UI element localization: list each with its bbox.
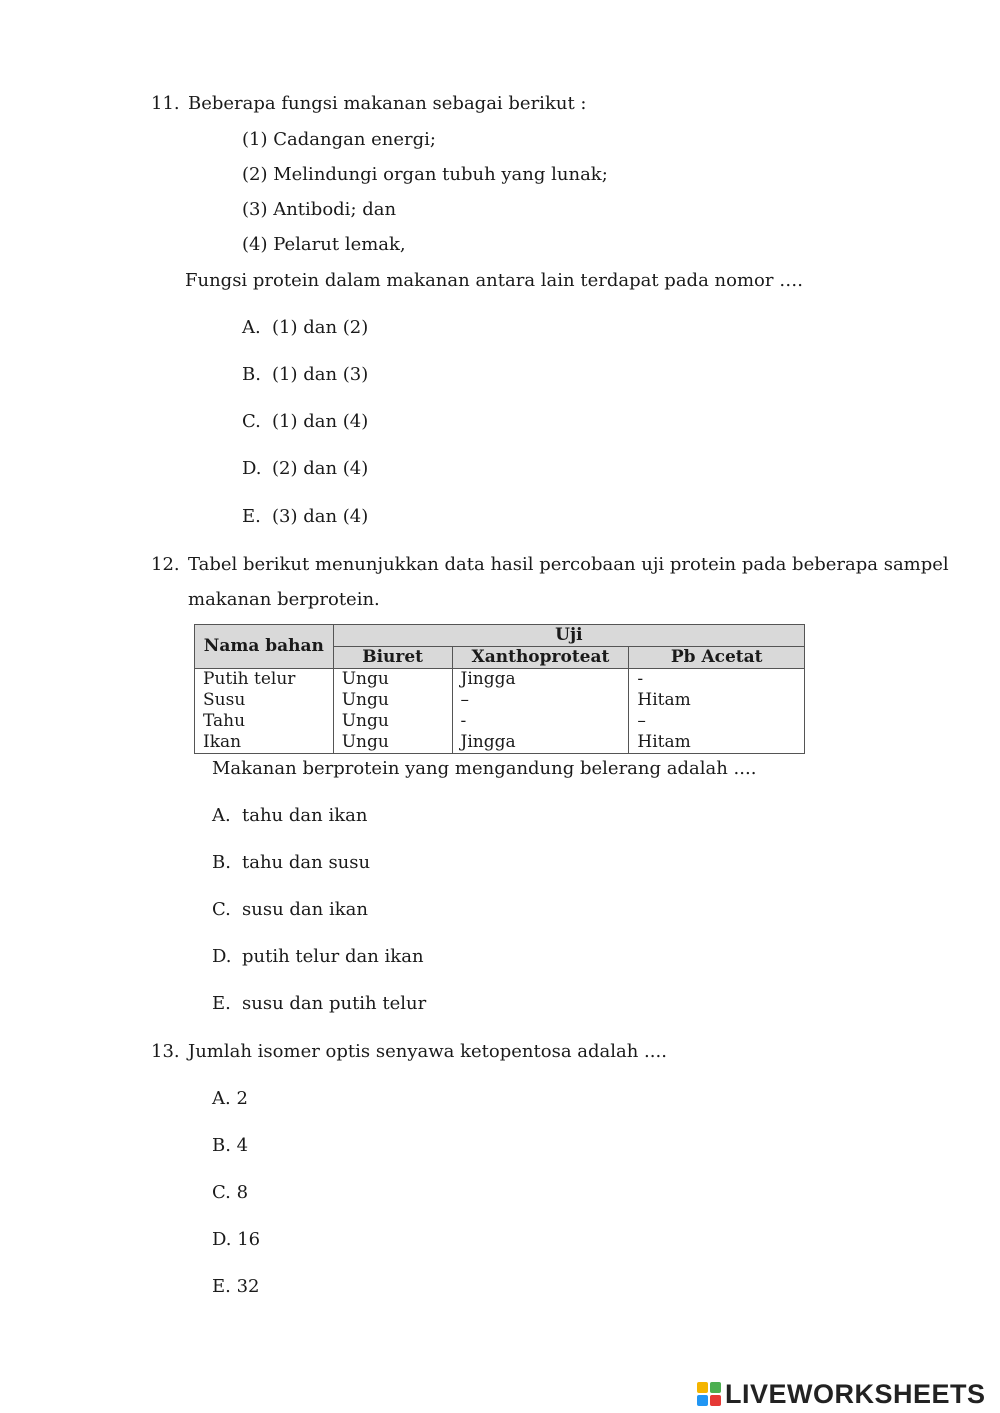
logo-squares-icon (697, 1382, 721, 1406)
q11-option-c-text[interactable]: (1) dan (4) (272, 411, 369, 432)
question-11-prompt: Fungsi protein dalam makanan antara lain terdapat pada nomor …. (185, 270, 803, 291)
q12-option-c-text[interactable]: susu dan ikan (242, 899, 368, 920)
logo-square-icon (710, 1382, 721, 1393)
header-uji: Uji (333, 625, 804, 647)
table-row (195, 732, 805, 754)
q12-option-d-text[interactable]: putih telur dan ikan (242, 946, 424, 967)
q12-option-c-letter[interactable]: C. (212, 899, 231, 920)
logo-square-icon (697, 1382, 708, 1393)
table-cell: - (629, 669, 805, 691)
header-biuret: Biuret (333, 647, 452, 669)
table-cell: – (452, 690, 629, 711)
q11-option-e-letter[interactable]: E. (242, 506, 261, 527)
q11-option-b-text[interactable]: (1) dan (3) (272, 364, 369, 385)
table-cell: Tahu (195, 711, 334, 732)
q11-option-c-letter[interactable]: C. (242, 411, 261, 432)
question-13-stem: Jumlah isomer optis senyawa ketopentosa adalah .... (188, 1041, 667, 1062)
q11-option-d-text[interactable]: (2) dan (4) (272, 458, 369, 479)
question-11-item-3: (3) Antibodi; dan (242, 199, 397, 220)
table-cell: Ungu (333, 690, 452, 711)
q13-option-e[interactable]: E. 32 (212, 1276, 260, 1297)
q12-option-e-letter[interactable]: E. (212, 993, 231, 1014)
q12-option-e-text[interactable]: susu dan putih telur (242, 993, 427, 1014)
q11-option-e-text[interactable]: (3) dan (4) (272, 506, 369, 527)
table-cell: Jingga (452, 732, 629, 754)
logo-text: LIVEWORKSHEETS (725, 1378, 986, 1409)
question-11-item-2: (2) Melindungi organ tubuh yang lunak; (242, 164, 608, 185)
table-cell: Ikan (195, 732, 334, 754)
table-cell: Putih telur (195, 669, 334, 691)
table-cell: – (629, 711, 805, 732)
q13-option-d[interactable]: D. 16 (212, 1229, 261, 1250)
liveworksheets-logo (697, 1376, 986, 1412)
logo-square-icon (710, 1395, 721, 1406)
table-cell: Hitam (629, 690, 805, 711)
protein-test-table (194, 624, 805, 754)
question-12-stem-line2: makanan berprotein. (188, 589, 380, 610)
table-cell: Ungu (333, 669, 452, 691)
q11-option-a-text[interactable]: (1) dan (2) (272, 317, 369, 338)
table-cell: - (452, 711, 629, 732)
header-nama-bahan: Nama bahan (195, 625, 334, 669)
q11-option-b-letter[interactable]: B. (242, 364, 261, 385)
header-pb-acetat: Pb Acetat (629, 647, 805, 669)
table-cell: Susu (195, 690, 334, 711)
q12-option-d-letter[interactable]: D. (212, 946, 232, 967)
q12-option-a-text[interactable]: tahu dan ikan (242, 805, 368, 826)
question-12-number: 12. (151, 554, 180, 575)
q13-option-c[interactable]: C. 8 (212, 1182, 249, 1203)
q11-option-a-letter[interactable]: A. (242, 317, 261, 338)
table-cell: Jingga (452, 669, 629, 691)
question-12-prompt: Makanan berprotein yang mengandung belerang adalah .... (212, 758, 757, 779)
question-11-number: 11. (151, 93, 180, 114)
question-11-stem: Beberapa fungsi makanan sebagai berikut : (188, 93, 587, 114)
logo-square-icon (697, 1395, 708, 1406)
table-cell: Ungu (333, 711, 452, 732)
header-xanthoproteat: Xanthoproteat (452, 647, 629, 669)
q12-option-a-letter[interactable]: A. (212, 805, 231, 826)
table-cell: Hitam (629, 732, 805, 754)
question-11-item-1: (1) Cadangan energi; (242, 129, 436, 150)
question-13-number: 13. (151, 1041, 180, 1062)
q11-option-d-letter[interactable]: D. (242, 458, 262, 479)
table-row (195, 690, 805, 711)
table-row (195, 669, 805, 691)
q12-option-b-letter[interactable]: B. (212, 852, 231, 873)
question-11-item-4: (4) Pelarut lemak, (242, 234, 406, 255)
q12-option-b-text[interactable]: tahu dan susu (242, 852, 371, 873)
q13-option-a[interactable]: A. 2 (212, 1088, 248, 1109)
table-row (195, 711, 805, 732)
table-cell: Ungu (333, 732, 452, 754)
q13-option-b[interactable]: B. 4 (212, 1135, 249, 1156)
question-12-stem-line1: Tabel berikut menunjukkan data hasil percobaan uji protein pada beberapa sampel (188, 554, 949, 575)
